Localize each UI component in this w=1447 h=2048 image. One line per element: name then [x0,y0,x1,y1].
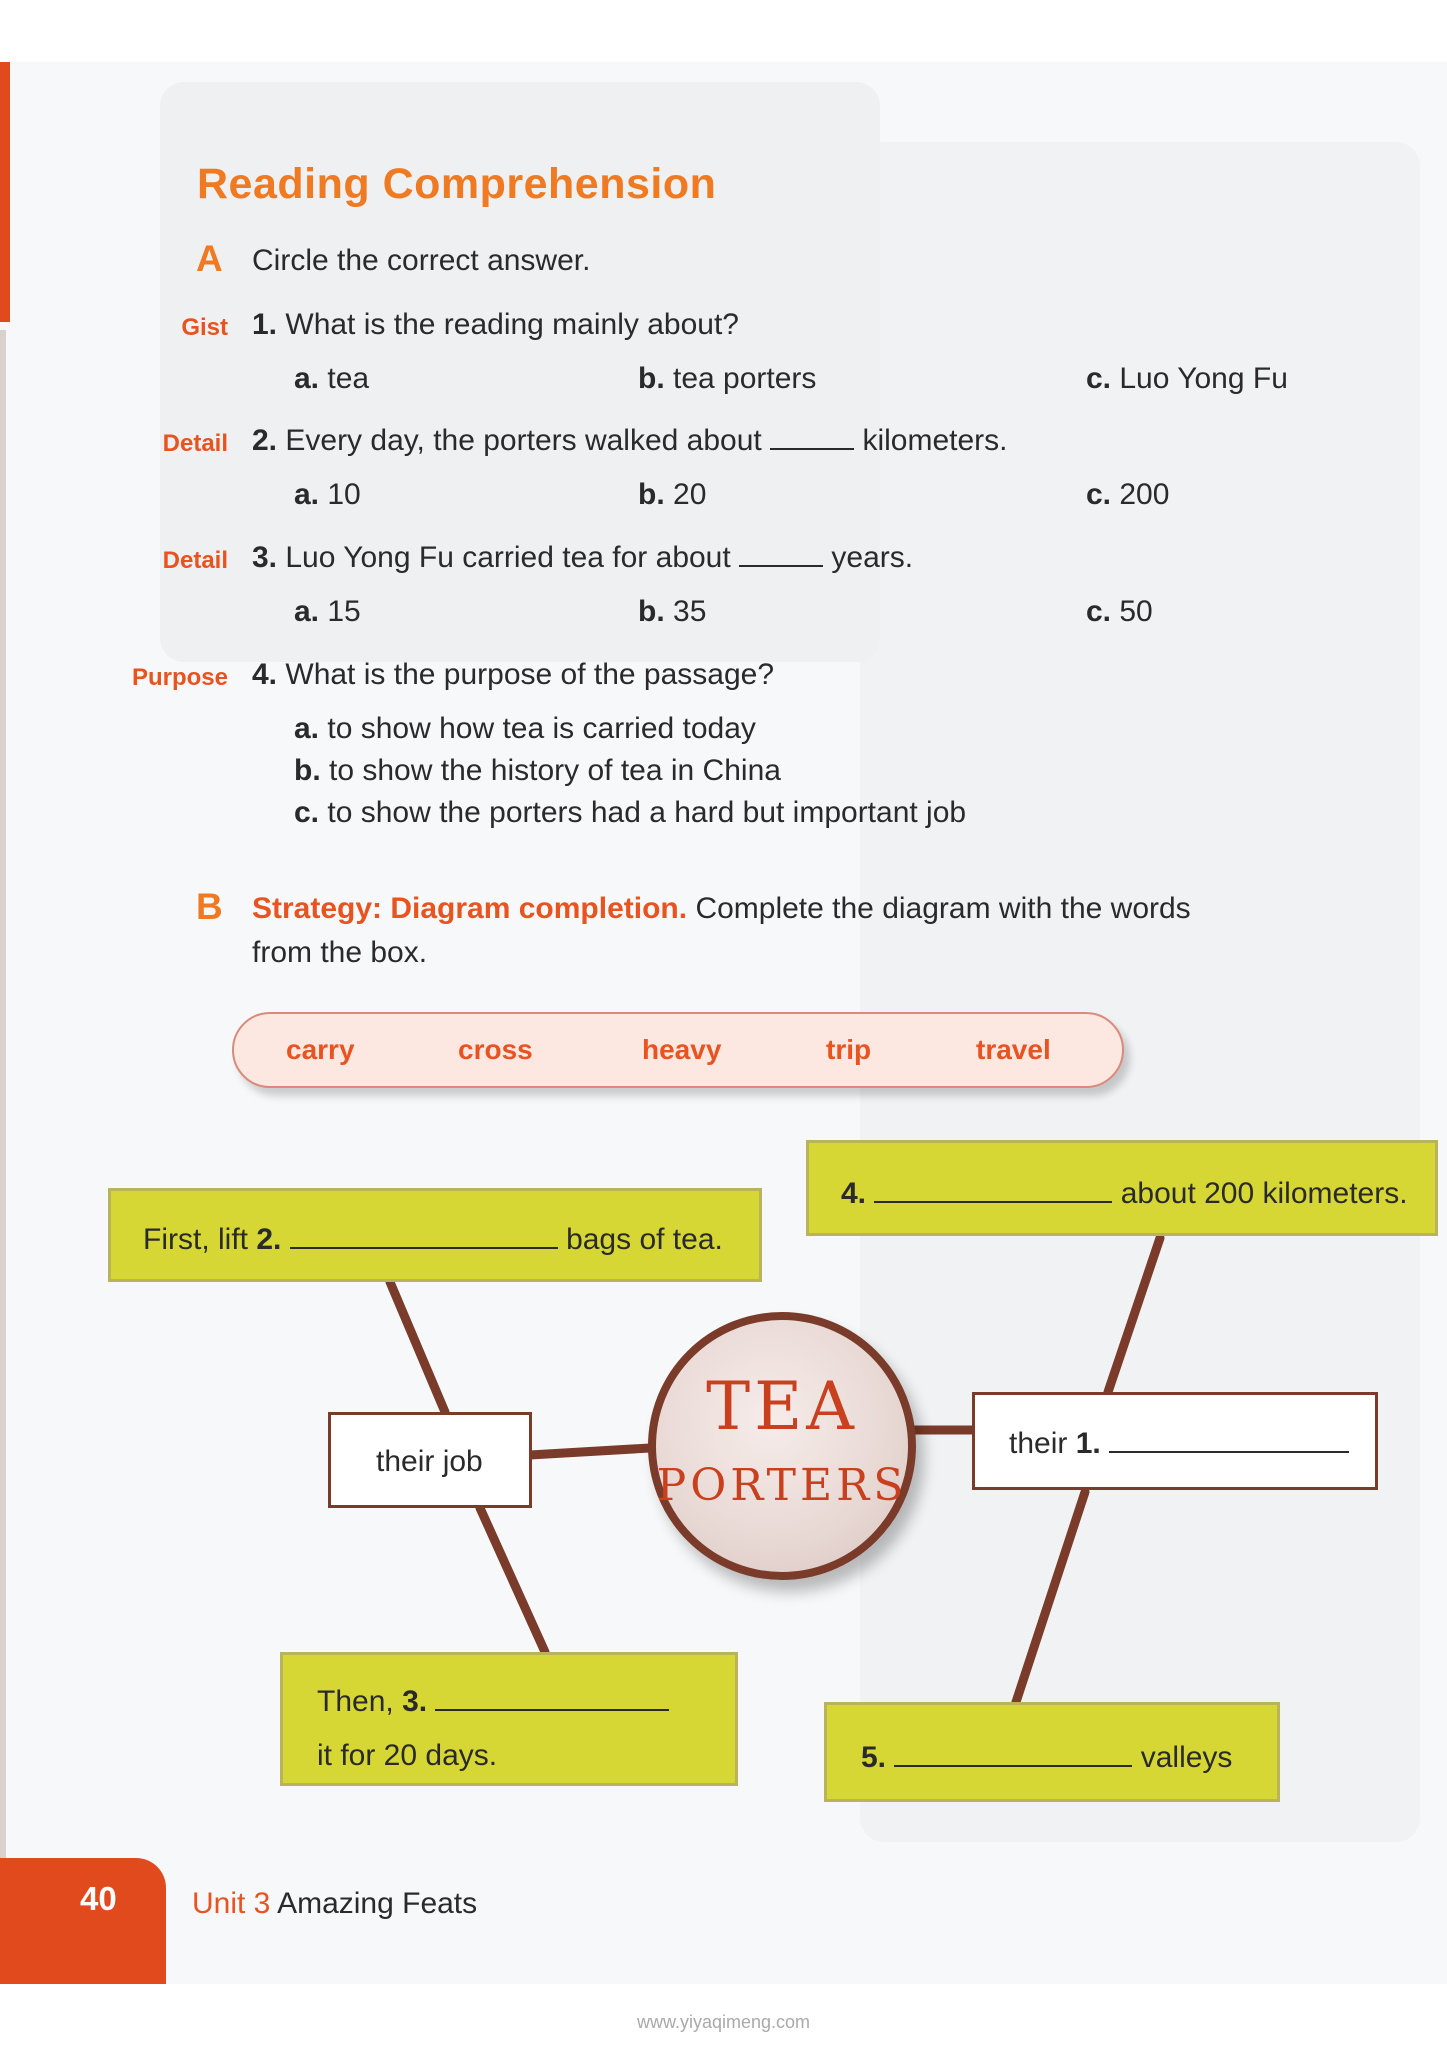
section-b-instruction-line2: from the box. [252,936,428,969]
answer-blank-3[interactable] [435,1709,669,1711]
question-tag-purpose: Purpose [131,664,228,691]
watermark: www.yiyaqimeng.com [636,2012,811,2032]
option-2c[interactable]: c. 200 [1086,478,1170,511]
section-b-letter: B [196,886,223,927]
line-job-box3 [480,1508,545,1652]
question-tag-gist: Gist [181,314,228,341]
diagram-node-job: their job [328,1412,532,1508]
line-box4-trip [1108,1238,1160,1392]
question-2: 2. Every day, the porters walked about kilometers. [252,424,1008,457]
diagram-box-4: 4. about 200 kilometers. [806,1140,1438,1236]
word-heavy[interactable]: heavy [642,1034,722,1065]
option-2a[interactable]: a. 10 [294,478,361,511]
question-number: 1. [252,308,278,341]
option-1a[interactable]: a. tea [294,362,370,395]
section-a-instruction: Circle the correct answer. [252,244,591,277]
option-4b[interactable]: b. to show the history of tea in China [294,754,781,787]
line-trip-box5 [1016,1492,1085,1702]
diagram-box-2: First, lift 2. bags of tea. [108,1188,762,1282]
question-3: 3. Luo Yong Fu carried tea for about years. [252,541,914,574]
diagram-box-3: Then, 3. it for 20 days. [280,1652,738,1786]
center-title-tea: TEA [706,1368,858,1445]
word-carry[interactable]: carry [286,1034,355,1065]
line-box2-job [390,1282,445,1412]
diagram-node-trip: their 1. [972,1392,1378,1490]
word-trip[interactable]: trip [826,1034,872,1065]
unit-label: Unit 3 Amazing Feats [192,1887,478,1920]
section-b-instruction: Strategy: Diagram completion. Complete the diagram with the words [252,892,1191,925]
option-1c[interactable]: c. Luo Yong Fu [1086,362,1288,395]
page-title: Reading Comprehension [197,160,717,208]
option-2b[interactable]: b. 20 [638,478,707,511]
word-cross[interactable]: cross [458,1034,533,1065]
answer-blank-2[interactable] [290,1247,558,1249]
option-4a[interactable]: a. to show how tea is carried today [294,712,756,745]
page-number: 40 [80,1880,117,1917]
option-1b[interactable]: b. tea porters [638,362,817,395]
option-4c[interactable]: c. to show the porters had a hard but important job [294,796,967,829]
word-travel[interactable]: travel [976,1034,1051,1065]
question-4: 4. What is the purpose of the passage? [252,658,775,691]
center-circle [648,1312,916,1580]
question-text: What is the reading mainly about? [285,308,739,341]
line-job-center [530,1448,650,1455]
question-tag-detail: Detail [162,430,228,457]
option-3b[interactable]: b. 35 [638,595,707,628]
answer-blank-5[interactable] [894,1765,1132,1767]
answer-blank-1[interactable] [1109,1451,1349,1453]
diagram-box-5: 5. valleys [824,1702,1280,1802]
page-number-tab [0,1858,166,1984]
option-3a[interactable]: a. 15 [294,595,361,628]
option-3c[interactable]: c. 50 [1086,595,1153,628]
question-tag-detail: Detail [162,547,228,574]
center-title-porters: PORTERS [656,1460,908,1511]
answer-blank-4[interactable] [874,1201,1112,1203]
section-a-letter: A [196,238,223,279]
